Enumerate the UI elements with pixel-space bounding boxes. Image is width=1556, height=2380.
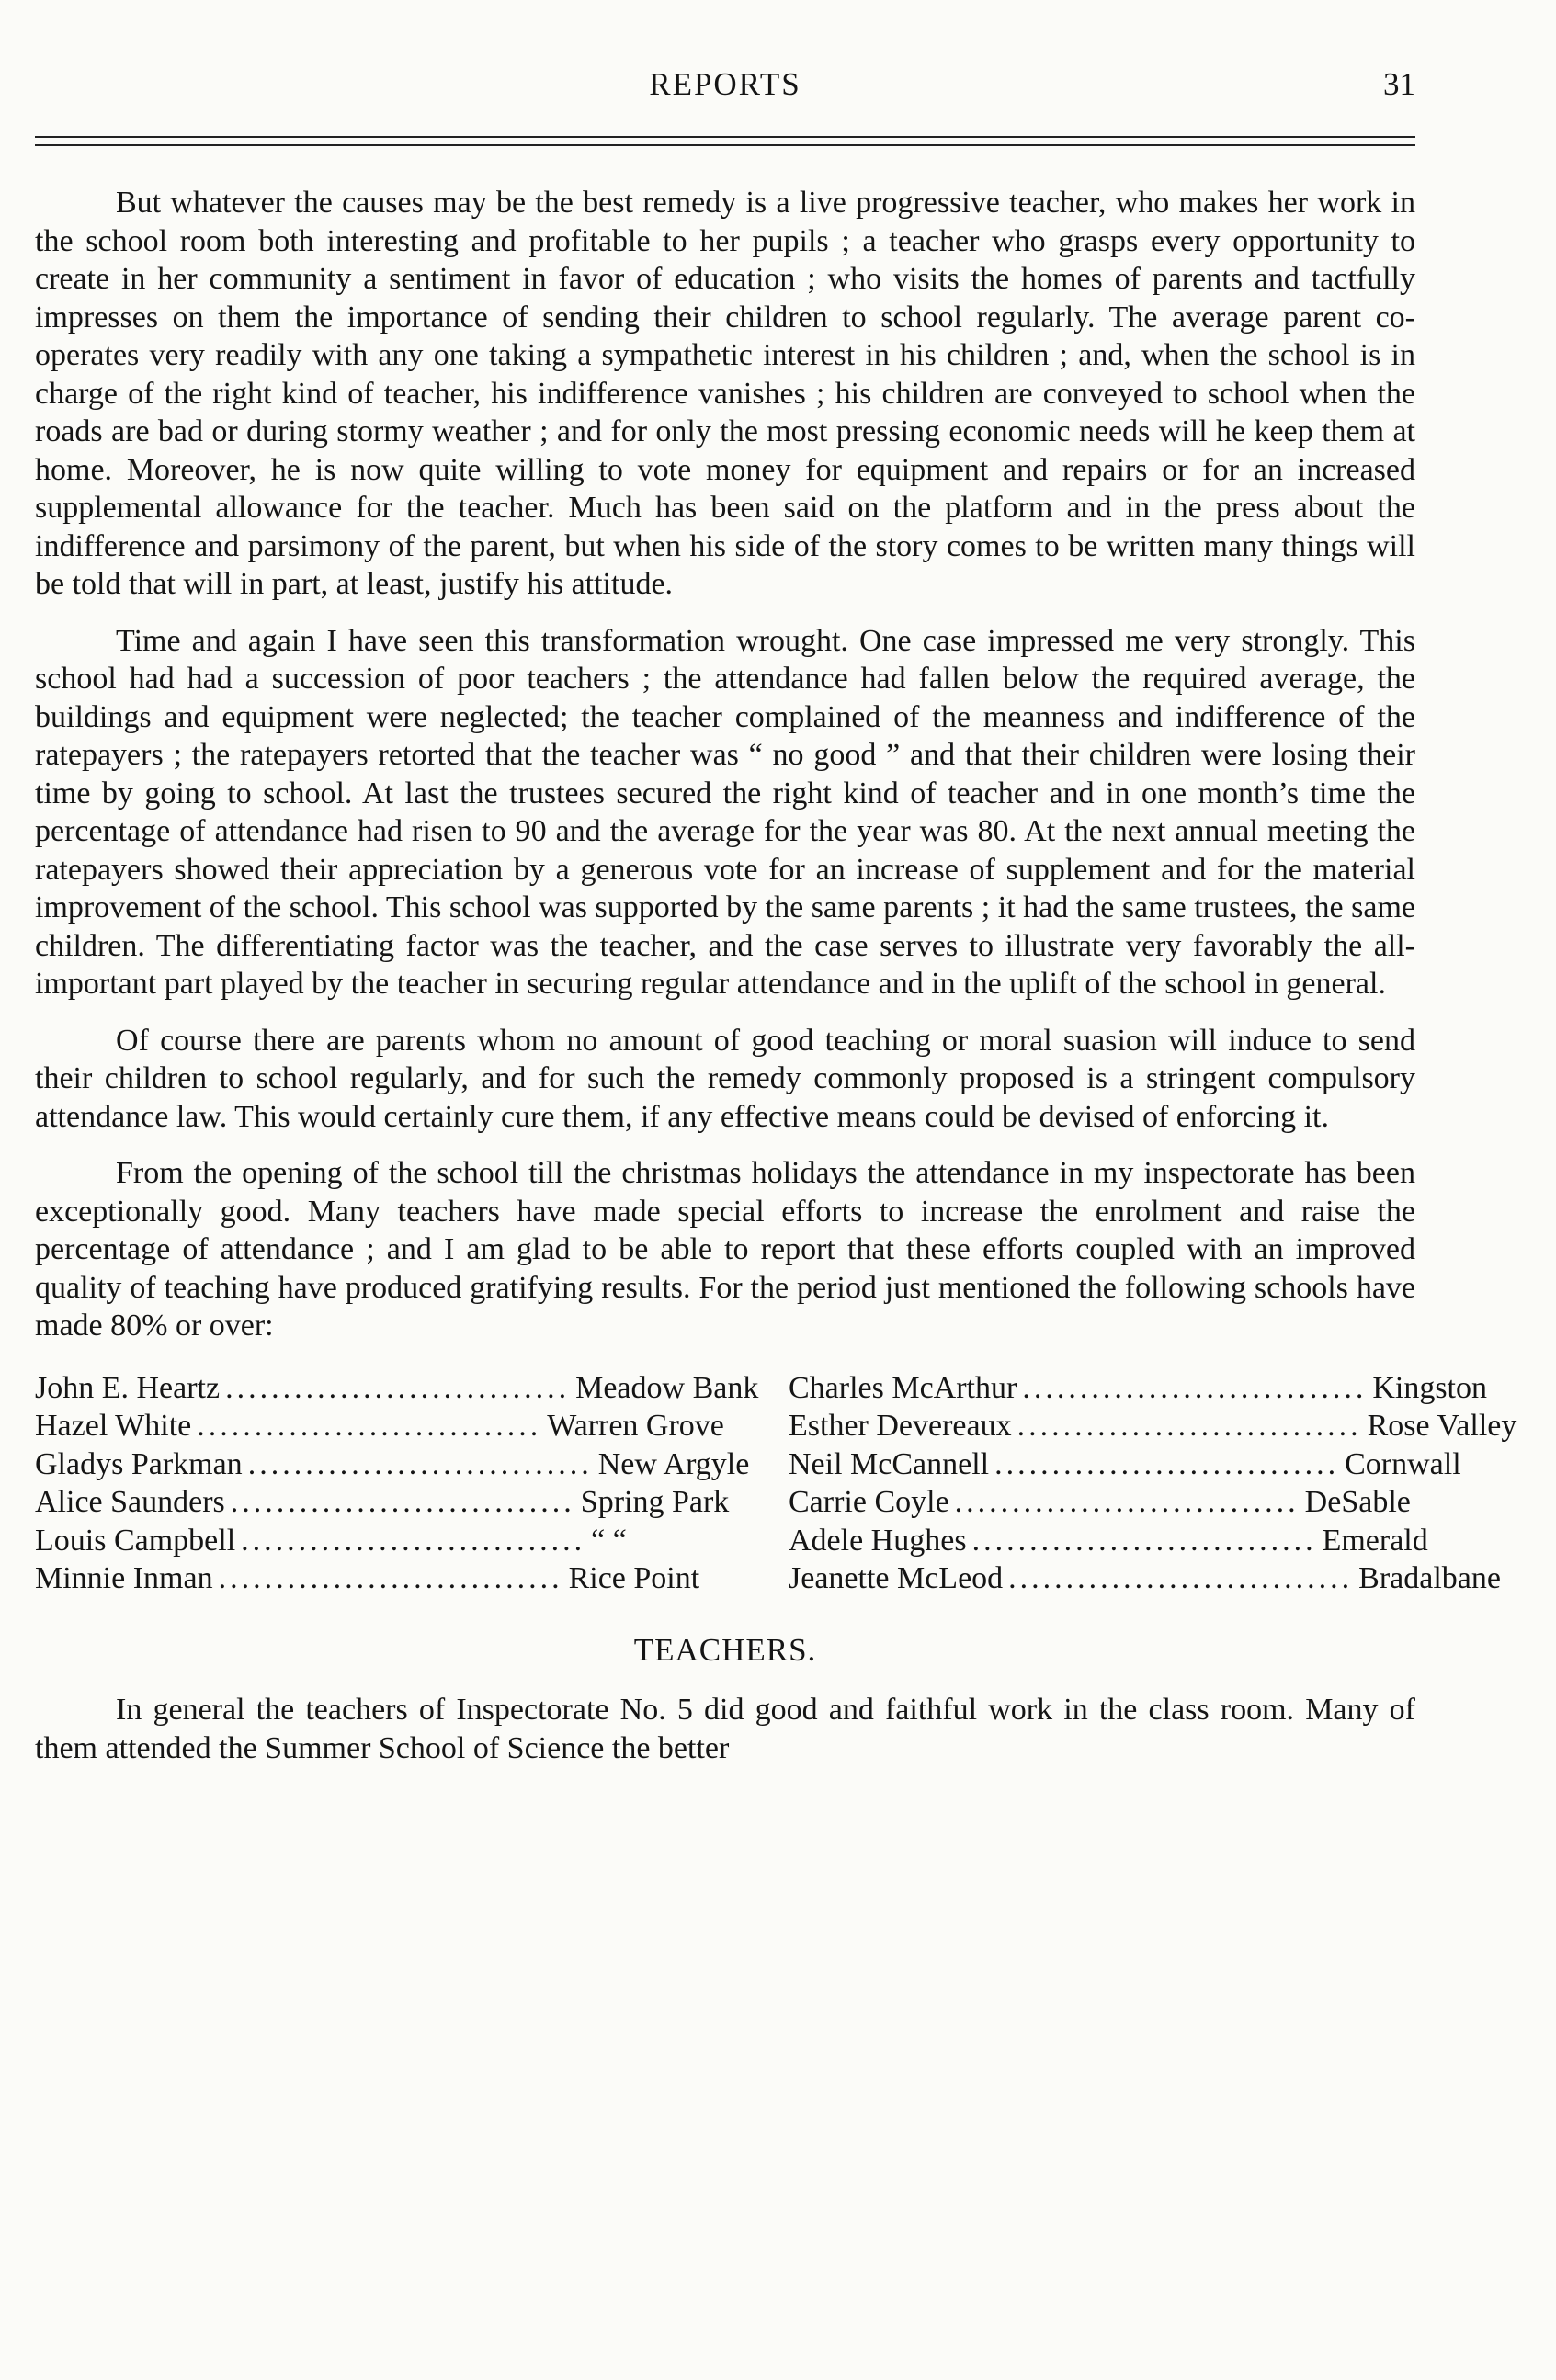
dot-leader: ..............................	[1022, 1370, 1368, 1405]
school-name: Emerald	[1322, 1523, 1428, 1558]
teacher-name: Jeanette McLeod	[789, 1561, 1004, 1595]
school-name: Rose Valley	[1367, 1409, 1517, 1443]
teacher-name: Carrie Coyle	[789, 1485, 949, 1519]
page-header	[35, 66, 1415, 112]
body-text	[35, 184, 1517, 1785]
paragraph-remedy: But whatever the causes may be the best remedy is a live progressive teacher, who makes her work in the school room both interesting and profitable to her pupils ; a teacher who grasps every opportunity to create in her community a sentiment in favor of education ; who visits the homes of parents and tactfully impresses on them the importance of sending their children to school regularly. The average parent co-operates very readily with any one taking a sympathetic interest in his children ; and, when the school is in charge of the right kind of teacher, his indifference vanishes ; his children are conveyed to school when the roads are bad or during stormy weather ; and for only the most pressing economic needs will he keep them at home. Moreover, he is now quite willing to vote money for equipment and repairs or for an increased supplemental allowance for the teacher. Much has been said on the platform and in the press about the indifference and parsimony of the parent, but when his side of the story comes to be written many things will be told that will in part, at least, justify his attitude.	[35, 186, 1415, 601]
teacher-name: John E. Heartz	[35, 1370, 221, 1405]
schools-list	[35, 1369, 1517, 1598]
list-item	[789, 1483, 1415, 1522]
school-name: “ “	[591, 1523, 627, 1558]
teacher-name: Hazel White	[35, 1409, 192, 1443]
teacher-name: Neil McCannell	[789, 1446, 990, 1481]
school-name: Kingston	[1372, 1370, 1488, 1405]
header-rule-top	[35, 136, 1415, 138]
school-name: Meadow Bank	[575, 1370, 759, 1405]
school-name: Bradalbane	[1358, 1561, 1501, 1595]
dot-leader: ..............................	[218, 1561, 563, 1595]
dot-leader: ..............................	[241, 1523, 586, 1558]
list-item	[789, 1407, 1517, 1445]
dot-leader: ..............................	[954, 1485, 1300, 1519]
list-item	[35, 1445, 750, 1484]
page-number: 31	[1383, 66, 1415, 102]
school-name: Warren Grove	[547, 1409, 724, 1443]
teacher-name: Louis Campbell	[35, 1523, 236, 1558]
dot-leader: ..............................	[197, 1409, 542, 1443]
running-head: REPORTS	[649, 66, 801, 102]
schools-list-left	[35, 1369, 759, 1598]
dot-leader: ..............................	[1008, 1561, 1354, 1595]
teacher-name: Adele Hughes	[789, 1523, 967, 1558]
schools-list-right	[789, 1369, 1517, 1598]
teacher-name: Gladys Parkman	[35, 1446, 243, 1481]
list-item	[35, 1559, 700, 1598]
list-item	[35, 1407, 724, 1445]
paragraph-attendance: From the opening of the school till the christmas holidays the attendance in my inspectorate has been exceptionally good. Many teachers have made special efforts to increase the enrolment and raise the percentage of attendance ; and I am glad to be able to report that these efforts coupled with an improved quality of teaching have produced gratifying results. For the period just mentioned the following schools have made 80% or over:	[35, 1156, 1415, 1343]
section-title: TEACHERS.	[633, 1631, 817, 1668]
school-name: Spring Park	[580, 1485, 730, 1519]
paragraph-teachers: In general the teachers of Inspectorate No. 5 did good and faithful work in the class room. Many of them attended the Summer School of Science the better	[35, 1693, 1415, 1765]
list-item	[35, 1522, 678, 1560]
teacher-name: Alice Saunders	[35, 1485, 225, 1519]
dot-leader: ..............................	[994, 1446, 1340, 1481]
teacher-name: Minnie Inman	[35, 1561, 213, 1595]
school-name: DeSable	[1304, 1485, 1411, 1519]
list-item	[789, 1559, 1501, 1598]
teacher-name: Charles McArthur	[789, 1370, 1017, 1405]
dot-leader: ..............................	[247, 1446, 593, 1481]
dot-leader: ..............................	[1017, 1409, 1362, 1443]
list-item	[35, 1369, 759, 1408]
school-name: Rice Point	[568, 1561, 700, 1595]
dot-leader: ..............................	[230, 1485, 575, 1519]
list-item	[35, 1483, 730, 1522]
dot-leader: ..............................	[225, 1370, 571, 1405]
header-rule-bottom	[35, 144, 1415, 146]
school-name: New Argyle	[597, 1446, 750, 1481]
list-item	[789, 1522, 1428, 1560]
paragraph-transformation: Time and again I have seen this transformation wrought. One case impressed me very strongly. This school had had a succession of poor teachers ; the attendance had fallen below the required average, the buildings and equipment were neglected; the teacher complained of the meanness and indifference of the ratepayers ; the ratepayers retorted that the teacher was “ no good ” and that their children were losing their time by going to school. At last the trustees secured the right kind of teacher and in one month’s time the percentage of attendance had risen to 90 and the average for the year was 80. At the next annual meeting the ratepayers showed their appreciation by a generous vote for an increase of supplement and for the material improvement of the school. This school was supported by the same parents ; it had the same trustees, the same children. The differentiating factor was the teacher, and the case serves to illustrate very favorably the all-important part played by the teacher in securing regular attendance and in the uplift of the school in general.	[35, 623, 1415, 1001]
dot-leader: ..............................	[971, 1523, 1317, 1558]
school-name: Cornwall	[1345, 1446, 1461, 1481]
list-item	[789, 1445, 1461, 1484]
teacher-name: Esther Devereaux	[789, 1409, 1012, 1443]
list-item	[789, 1369, 1488, 1408]
paragraph-compulsory-law: Of course there are parents whom no amount of good teaching or moral suasion will induce to send their children to school regularly, and for such the remedy commonly proposed is a stringent compulsory attendance law. This would certainly cure them, if any effective means could be devised of enforcing it.	[35, 1023, 1415, 1134]
